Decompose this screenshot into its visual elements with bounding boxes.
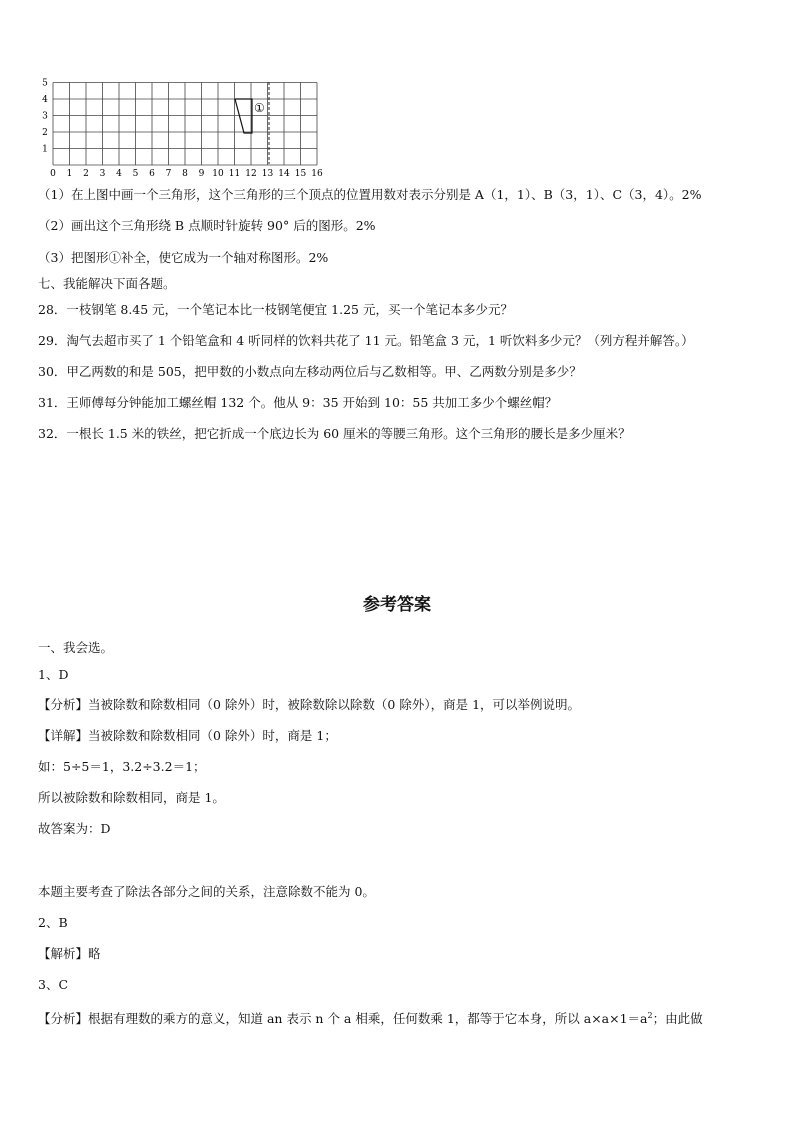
x-tick-label: 2 bbox=[83, 169, 89, 178]
answer-1-analysis: 【分析】当被除数和除数相同（0 除外）时，被除数除以除数（0 除外），商是 1，可以举例说明。 bbox=[38, 697, 581, 712]
answer-section-1-heading: 一、我会选。 bbox=[38, 640, 114, 655]
question-31: 31．王师傅每分钟能加工螺丝帽 132 个。他从 9：35 开始到 10：55 共加工多少个螺丝帽？ bbox=[38, 395, 558, 410]
x-tick-label: 9 bbox=[198, 169, 205, 178]
answer-3-superscript: 2 bbox=[647, 1011, 653, 1020]
answer-3-analysis-tail: ；由此做 bbox=[652, 1011, 703, 1027]
y-tick-label: 2 bbox=[42, 128, 48, 138]
x-tick-label: 0 bbox=[50, 169, 56, 178]
y-tick-label: 5 bbox=[42, 78, 48, 89]
answer-2-analysis: 【解析】略 bbox=[38, 946, 101, 961]
y-tick-label: 3 bbox=[42, 111, 48, 122]
answer-1-final: 故答案为：D bbox=[38, 821, 111, 836]
coordinate-grid-figure bbox=[38, 78, 328, 178]
y-tick-label: 1 bbox=[42, 144, 48, 155]
section-7-heading: 七、我能解决下面各题。 bbox=[38, 276, 176, 291]
y-tick-label: 4 bbox=[42, 95, 48, 105]
shape-1-partial-figure bbox=[235, 99, 252, 133]
x-tick-label: 5 bbox=[132, 169, 139, 178]
x-tick-label: 4 bbox=[116, 169, 122, 178]
x-tick-label: 6 bbox=[149, 169, 155, 178]
answer-2: 2、B bbox=[38, 915, 68, 930]
question-3: （3）把图形①补全，使它成为一个轴对称图形。2% bbox=[38, 250, 329, 265]
x-tick-label: 13 bbox=[261, 169, 274, 178]
question-2: （2）画出这个三角形绕 B 点顺时针旋转 90° 后的图形。2% bbox=[38, 218, 376, 233]
answer-key-title: 参考答案 bbox=[363, 595, 431, 615]
x-tick-label: 1 bbox=[66, 169, 73, 178]
question-29: 29．淘气去超市买了 1 个铅笔盒和 4 听同样的饮料共花了 11 元。铅笔盒 3 元，1 听饮料多少元？（列方程并解答。） bbox=[38, 333, 694, 348]
answer-1-note: 本题主要考查了除法各部分之间的关系，注意除数不能为 0。 bbox=[38, 884, 375, 899]
x-tick-label: 11 bbox=[228, 169, 241, 178]
answer-1: 1、D bbox=[38, 667, 69, 682]
x-tick-label: 12 bbox=[245, 169, 257, 178]
answer-1-detail: 【详解】当被除数和除数相同（0 除外）时，商是 1； bbox=[38, 728, 337, 743]
x-tick-label: 3 bbox=[99, 169, 106, 178]
x-axis-tick-labels bbox=[50, 169, 323, 178]
question-30: 30．甲乙两数的和是 505，把甲数的小数点向左移动两位后与乙数相等。甲、乙两数分别是多少？ bbox=[38, 364, 582, 379]
grid-lines bbox=[53, 83, 317, 166]
question-28: 28．一枝钢笔 8.45 元，一个笔记本比一枝钢笔便宜 1.25 元，买一个笔记本多少元？ bbox=[38, 302, 513, 317]
x-tick-label: 14 bbox=[278, 169, 290, 178]
answer-3: 3、C bbox=[38, 977, 69, 992]
shape-1-label: ① bbox=[254, 101, 265, 115]
y-axis-tick-labels bbox=[42, 79, 48, 155]
x-tick-label: 7 bbox=[165, 169, 172, 178]
answer-1-conclusion: 所以被除数和除数相同，商是 1。 bbox=[38, 790, 225, 805]
question-1: （1）在上图中画一个三角形，这个三角形的三个顶点的位置用数对表示分别是 A（1，1）、B（3，1）、C（3，4）。2% bbox=[38, 187, 702, 202]
x-tick-label: 15 bbox=[294, 169, 307, 178]
answer-3-analysis-main: 【分析】根据有理数的乘方的意义，知道 an 表示 n 个 a 相乘，任何数乘 1，都等于它本身，所以 a×a×1＝a bbox=[38, 1011, 648, 1027]
x-tick-label: 8 bbox=[182, 169, 188, 178]
answer-1-example: 如：5÷5＝1，3.2÷3.2＝1； bbox=[38, 759, 206, 774]
question-32: 32．一根长 1.5 米的铁丝，把它折成一个底边长为 60 厘米的等腰三角形。这个三角形的腰长是多少厘米？ bbox=[38, 426, 631, 441]
x-tick-label: 16 bbox=[311, 169, 323, 178]
answer-3-analysis bbox=[38, 1008, 703, 1027]
x-tick-label: 10 bbox=[212, 169, 224, 178]
